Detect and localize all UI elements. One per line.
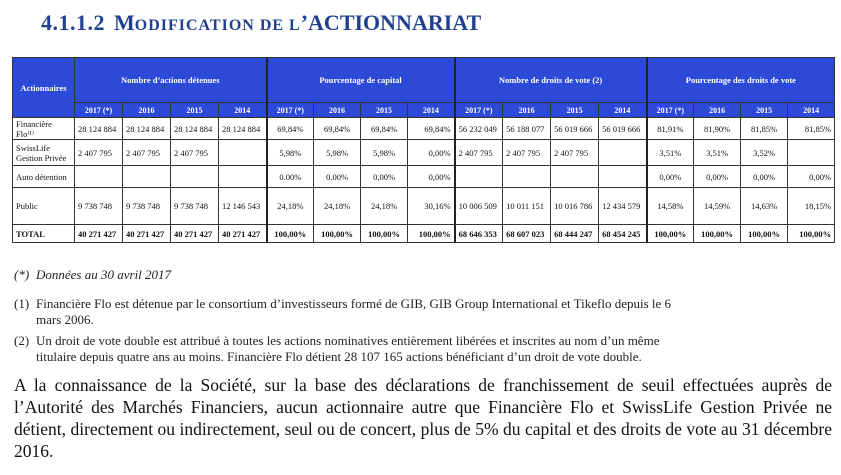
- table-row: [13, 140, 835, 166]
- table-row: [13, 166, 835, 188]
- table-cell: 10 016 786: [551, 188, 599, 225]
- table-cell: 69,84%: [314, 118, 361, 140]
- table-cell: 56 232 049: [455, 118, 503, 140]
- row-label: Financière Flo⁽¹⁾: [13, 118, 75, 140]
- table-cell: 9 738 748: [75, 188, 123, 225]
- table-cell: 0,00%: [408, 140, 455, 166]
- table-cell: 0,00%: [361, 166, 408, 188]
- table-cell: 68 607 023: [503, 225, 551, 243]
- table-cell: 56 019 666: [599, 118, 647, 140]
- table-cell: 24,18%: [267, 188, 314, 225]
- table-cell: 12 146 543: [219, 188, 267, 225]
- table-cell: [788, 140, 835, 166]
- header-year: 2016: [123, 103, 171, 118]
- note-2-mark: (2): [14, 333, 30, 348]
- title-smallcaps: ODIFICATION DE L: [134, 17, 301, 34]
- row-label: SwissLife Gestion Privée: [13, 140, 75, 166]
- table-row: [13, 118, 835, 140]
- table-cell: 56 019 666: [551, 118, 599, 140]
- table-cell: 2 407 795: [503, 140, 551, 166]
- table-cell: 68 454 245: [599, 225, 647, 243]
- table-cell: 28 124 884: [75, 118, 123, 140]
- header-year: 2014: [788, 103, 835, 118]
- header-year: 2014: [408, 103, 455, 118]
- table-cell: 14,59%: [694, 188, 741, 225]
- header-year: 2016: [314, 103, 361, 118]
- table-cell: 30,16%: [408, 188, 455, 225]
- header-year: 2017 (*): [75, 103, 123, 118]
- table-cell: 0.00%: [314, 166, 361, 188]
- table-cell: 2 407 795: [75, 140, 123, 166]
- table-cell: 3,51%: [647, 140, 694, 166]
- table-cell: 40 271 427: [171, 225, 219, 243]
- table-cell: 0,00%: [647, 166, 694, 188]
- table-cell: 12 434 579: [599, 188, 647, 225]
- table-row: [13, 225, 835, 243]
- note-star-mark: (*): [14, 267, 30, 282]
- header-group-capital-pct: Pourcentage de capital: [267, 58, 455, 103]
- table-cell: 81,85%: [788, 118, 835, 140]
- note-star: [14, 267, 171, 283]
- table-cell: 0.00%: [267, 166, 314, 188]
- table-cell: [551, 166, 599, 188]
- body-paragraph: A la connaissance de la Société, sur la base des déclarations de franchissement de seuil effectuées auprès de l’Autorité des Marchés Financiers, aucun actionnaire autre que Financière Flo et SwissLife Gestion Privée ne détient, directement ou indirectement, seul ou de concert, plus de 5% du capital et des droits de vote au 31 décembre 2016.: [14, 375, 832, 461]
- table-cell: 0,00%: [741, 166, 788, 188]
- section-heading: [41, 8, 481, 38]
- table-cell: 100,00%: [361, 225, 408, 243]
- header-group-shares: Nombre d’actions détenues: [75, 58, 267, 103]
- table-cell: 10 006 509: [455, 188, 503, 225]
- table-cell: 68 444 247: [551, 225, 599, 243]
- table-cell: 100,00%: [788, 225, 835, 243]
- table-cell: [219, 140, 267, 166]
- table-cell: 5,98%: [361, 140, 408, 166]
- note-2: [14, 333, 659, 365]
- table-cell: [75, 166, 123, 188]
- table-cell: 9 738 748: [171, 188, 219, 225]
- table-cell: [599, 140, 647, 166]
- table-cell: 68 646 353: [455, 225, 503, 243]
- table-cell: 81,85%: [741, 118, 788, 140]
- table-cell: 40 271 427: [75, 225, 123, 243]
- table-cell: 2 407 795: [171, 140, 219, 166]
- table-cell: 81,90%: [694, 118, 741, 140]
- note-1-mark: (1): [14, 296, 30, 311]
- table-cell: 28 124 884: [171, 118, 219, 140]
- note-1: [14, 296, 671, 328]
- header-year: 2015: [171, 103, 219, 118]
- header-year: 2014: [219, 103, 267, 118]
- table-cell: 2 407 795: [123, 140, 171, 166]
- table-cell: 0,00%: [694, 166, 741, 188]
- header-year: 2015: [551, 103, 599, 118]
- table-cell: 18,15%: [788, 188, 835, 225]
- table-cell: 14,63%: [741, 188, 788, 225]
- note-star-text: Données au 30 avril 2017: [36, 267, 172, 282]
- title-initial: M: [114, 10, 135, 35]
- table-cell: 69,84%: [408, 118, 455, 140]
- table-cell: 3,52%: [741, 140, 788, 166]
- table-cell: 9 738 748: [123, 188, 171, 225]
- table-cell: 28 124 884: [219, 118, 267, 140]
- table-cell: 100,00%: [647, 225, 694, 243]
- table-cell: 100,00%: [694, 225, 741, 243]
- note-2-line1: Un droit de vote double est attribué à toutes les actions nominatives entièrement libérées et inscrites au nom d’un même: [36, 333, 660, 348]
- header-year: 2014: [599, 103, 647, 118]
- table-cell: 3,51%: [694, 140, 741, 166]
- table-cell: 40 271 427: [219, 225, 267, 243]
- table-cell: [123, 166, 171, 188]
- table-cell: 69,84%: [267, 118, 314, 140]
- table-cell: 5,98%: [314, 140, 361, 166]
- table-cell: [219, 166, 267, 188]
- table-cell: 24,18%: [314, 188, 361, 225]
- table-cell: 69,84%: [361, 118, 408, 140]
- header-year: 2016: [503, 103, 551, 118]
- table-cell: [599, 166, 647, 188]
- table-row: [13, 188, 835, 225]
- table-cell: [503, 166, 551, 188]
- section-number: 4.1.1.2: [41, 10, 105, 35]
- header-year: 2016: [694, 103, 741, 118]
- header-year: 2015: [741, 103, 788, 118]
- header-group-votes: Nombre de droits de vote (2): [455, 58, 647, 103]
- note-1-line2: mars 2006.: [36, 312, 94, 327]
- table-cell: 10 011 151: [503, 188, 551, 225]
- table-cell: 81,91%: [647, 118, 694, 140]
- row-label: Auto détention: [13, 166, 75, 188]
- table-cell: 100,00%: [267, 225, 314, 243]
- table-cell: 28 124 884: [123, 118, 171, 140]
- table-cell: 100,00%: [741, 225, 788, 243]
- table-cell: 100,00%: [408, 225, 455, 243]
- note-1-line1: Financière Flo est détenue par le consortium d’investisseurs formé de GIB, GIB Group International et Tikeflo depuis le 6: [36, 296, 672, 311]
- header-shareholders: Actionnaires: [13, 58, 75, 118]
- table-cell: 2 407 795: [551, 140, 599, 166]
- title-end: ACTIONNARIAT: [308, 10, 482, 35]
- row-label: Public: [13, 188, 75, 225]
- header-year: 2015: [361, 103, 408, 118]
- header-year: 2017 (*): [455, 103, 503, 118]
- header-group-votes-pct: Pourcentage des droits de vote: [647, 58, 835, 103]
- row-label: TOTAL: [13, 225, 75, 243]
- note-2-line2: titulaire depuis quatre ans au moins. Financière Flo détient 28 107 165 actions bénéficiant d’un droit de vote double.: [36, 349, 642, 364]
- table-cell: 40 271 427: [123, 225, 171, 243]
- table-cell: 0,00%: [788, 166, 835, 188]
- table-cell: 2 407 795: [455, 140, 503, 166]
- title-apostrophe: ’: [300, 10, 309, 35]
- table-cell: 0,00%: [408, 166, 455, 188]
- table-cell: 56 188 077: [503, 118, 551, 140]
- table-cell: 24,18%: [361, 188, 408, 225]
- table-cell: [455, 166, 503, 188]
- header-year: 2017 (*): [647, 103, 694, 118]
- table-cell: 5,98%: [267, 140, 314, 166]
- table-cell: [171, 166, 219, 188]
- table-cell: 100,00%: [314, 225, 361, 243]
- shareholding-table: [12, 57, 835, 243]
- table-cell: 14,58%: [647, 188, 694, 225]
- header-year: 2017 (*): [267, 103, 314, 118]
